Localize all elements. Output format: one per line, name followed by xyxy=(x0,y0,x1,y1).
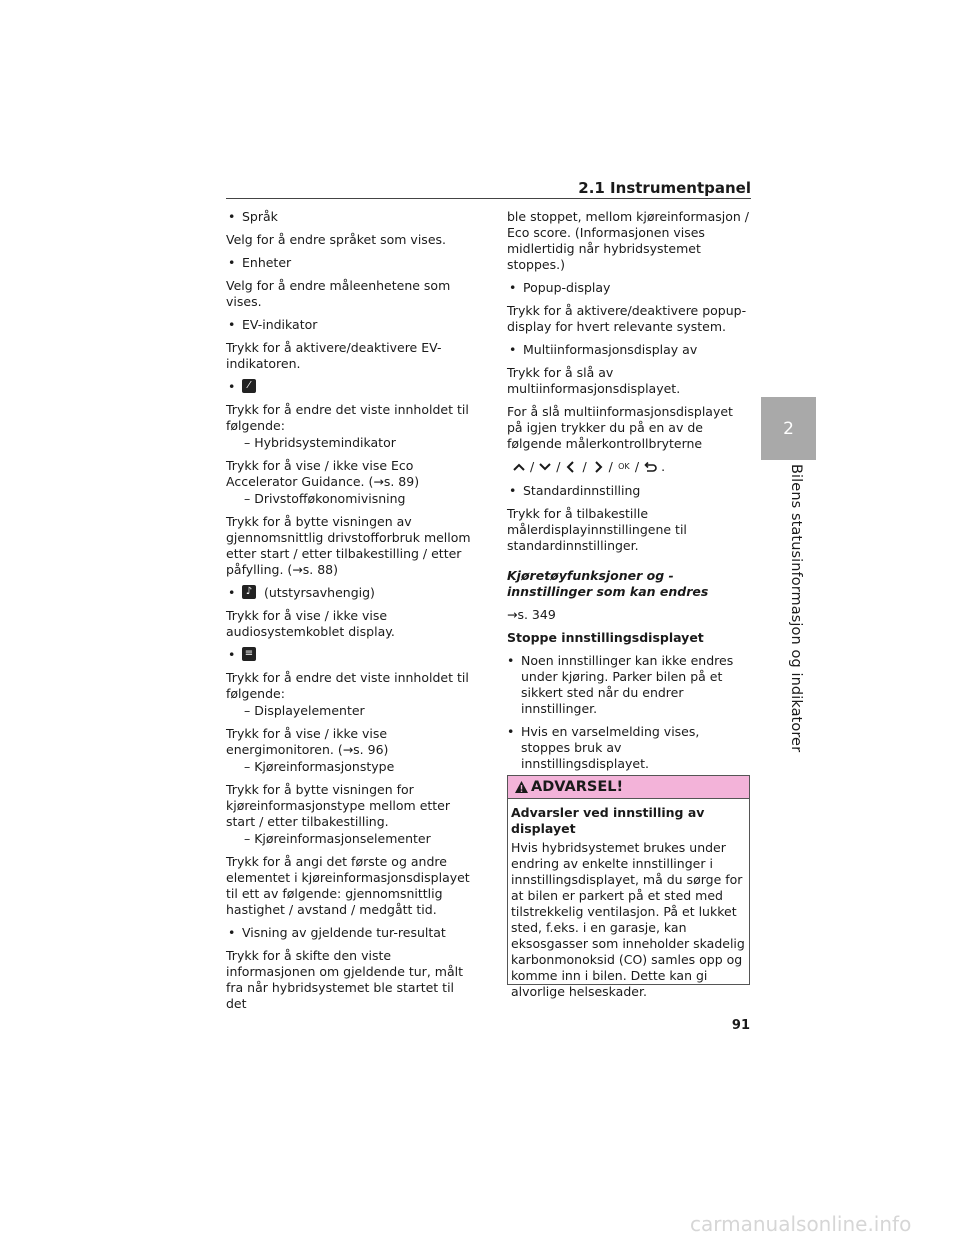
list-item: • Hvis en varselmelding vises, stoppes bruk av innstillingsdisplayet. xyxy=(507,724,700,771)
list-item: • Visning av gjeldende tur-resultat xyxy=(228,925,446,940)
paragraph: Trykk for å endre det viste innholdet til følgende: xyxy=(226,402,469,433)
right-column xyxy=(507,209,752,779)
page-reference: →s. 349 xyxy=(507,607,556,622)
sub-item: – Drivstofføkonomivisning xyxy=(244,491,406,506)
ok-icon: OK xyxy=(618,462,630,471)
paragraph: Velg for å endre måleenhetene som vises. xyxy=(226,278,451,309)
warning-subtitle: Advarsler ved innstilling av displayet xyxy=(511,805,705,836)
left-column xyxy=(226,209,476,1019)
subsection-heading: Stoppe innstillingsdisplayet xyxy=(507,630,704,645)
warning-header xyxy=(508,776,749,799)
leaf-icon: ⁄ xyxy=(242,379,256,393)
list-item: • Multiinformasjonsdisplay av xyxy=(509,342,698,357)
sub-item: – Displayelementer xyxy=(244,703,365,718)
paragraph: ble stoppet, mellom kjøreinformasjon / Eco score. (Informasjonen vises midlertidig når hybridsystemet stoppes.) xyxy=(507,209,750,272)
sub-item: – Kjøreinformasjonselementer xyxy=(244,831,431,846)
subsection-heading: Kjøretøyfunksjoner og -innstillinger som kan endres xyxy=(507,568,709,599)
list-item: • ⁄ xyxy=(226,379,476,395)
paragraph: Trykk for å slå av multiinformasjonsdisplayet. xyxy=(507,365,681,396)
paragraph: Trykk for å vise / ikke vise audiosystemkoblet display. xyxy=(226,608,395,639)
paragraph: For å slå multiinformasjonsdisplayet på igjen trykker du på en av de følgende målerkontrollbryterne xyxy=(507,404,733,451)
section-header: 2.1 Instrumentpanel xyxy=(578,179,751,197)
list-item: • Noen innstillinger kan ikke endres under kjøring. Parker bilen på et sikkert sted når du endrer innstillinger. xyxy=(507,653,734,716)
chapter-tab xyxy=(761,397,816,460)
list-item: • ♪ (utstyrsavhengig) xyxy=(228,585,375,600)
paragraph: Trykk for å vise / ikke vise Eco Accelerator Guidance. (→s. 89) xyxy=(226,458,420,489)
chevron-up-icon xyxy=(511,460,527,474)
paragraph: Velg for å endre språket som vises. xyxy=(226,232,446,247)
watermark: carmanualsonline.info xyxy=(690,1212,912,1236)
list-item: • Popup-display xyxy=(509,280,611,295)
warning-triangle-icon xyxy=(514,780,529,794)
list-item: • Språk xyxy=(228,209,278,224)
paragraph: Trykk for å tilbakestille målerdisplayinnstillingene til standardinnstillinger. xyxy=(507,506,687,553)
chevron-down-icon xyxy=(537,460,553,474)
paragraph: Trykk for å bytte visningen for kjøreinformasjonstype mellom etter start / etter tilbakestilling. xyxy=(226,782,451,829)
warning-box xyxy=(507,775,750,999)
chevron-right-icon xyxy=(590,460,606,474)
warning-content xyxy=(508,799,749,1000)
list-item: • ≡ xyxy=(226,647,476,663)
chapter-title: Bilens statusinformasjon og indikatorer xyxy=(788,464,804,753)
sub-item: – Hybridsystemindikator xyxy=(244,435,396,450)
list-item: • Standardinnstilling xyxy=(509,483,641,498)
chevron-left-icon xyxy=(563,460,579,474)
music-note-icon: ♪ xyxy=(242,585,256,599)
paragraph: Trykk for å bytte visningen av gjennomsnittlig drivstofforbruk mellom etter start / etter tilbakestilling / etter påfylling. (→s. 88) xyxy=(226,514,471,577)
list-item: • Enheter xyxy=(228,255,292,270)
paragraph: Trykk for å angi det første og andre elementet i kjøreinformasjonsdisplayet til ett av følgende: gjennomsnittlig hastighet / avstand / medgått tid. xyxy=(226,854,470,917)
warning-title: ADVARSEL! xyxy=(531,779,624,795)
paragraph: Trykk for å skifte den viste informasjonen om gjeldende tur, målt fra når hybridsystemet ble startet til det xyxy=(226,948,463,1011)
sub-item: – Kjøreinformasjonstype xyxy=(244,759,395,774)
back-icon xyxy=(642,460,658,474)
header-divider xyxy=(226,198,751,199)
paragraph: Trykk for å aktivere/deaktivere popup-display for hvert relevante system. xyxy=(507,303,747,334)
paragraph: Trykk for å vise / ikke vise energimonitoren. (→s. 96) xyxy=(226,726,389,757)
page-number: 91 xyxy=(731,1018,750,1033)
vehicle-settings-icon: ≡ xyxy=(242,647,256,661)
chapter-number: 2 xyxy=(783,418,794,439)
meter-buttons-row: / / / / OK / . xyxy=(511,459,752,475)
list-item: • EV-indikator xyxy=(228,317,318,332)
warning-text: Hvis hybridsystemet brukes under endring av enkelte innstillinger i innstillingsdisplayet, må du sørge for at bilen er parkert på et sted med tilstrekkelig ventilasjon. På et lukket sted, f.eks. i en garasje, kan eksosgasser som inneholder skadelig karbonmonoksid (CO) samles opp og komme inn i bilen. Dette kan gi alvorlige helseskader. xyxy=(511,840,745,999)
paragraph: Trykk for å endre det viste innholdet til følgende: xyxy=(226,670,469,701)
paragraph: Trykk for å aktivere/deaktivere EV-indikatoren. xyxy=(226,340,442,371)
